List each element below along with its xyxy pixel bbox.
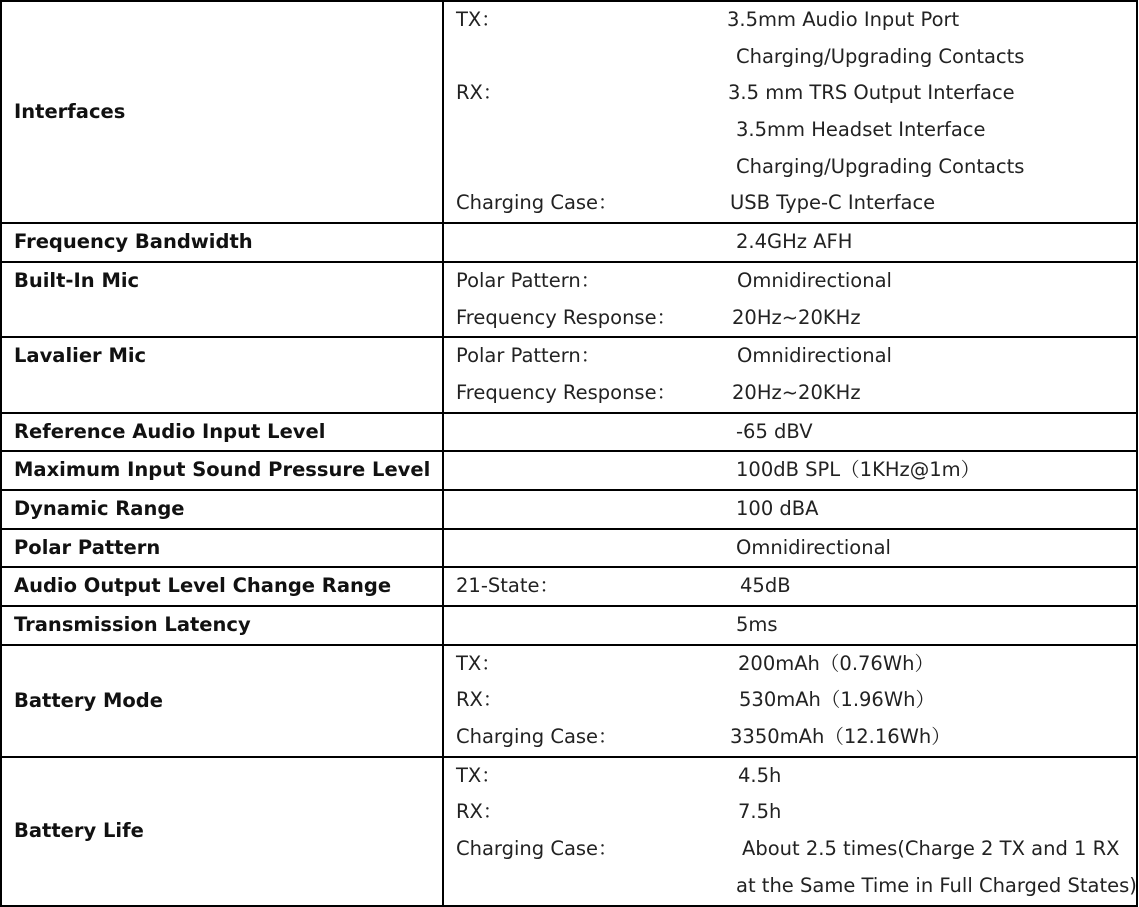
detail-value: 200mAh（0.76Wh）: [738, 651, 934, 675]
detail-value: at the Same Time in Full Charged States): [736, 873, 1137, 897]
label-text: Battery Life: [14, 819, 144, 843]
row-detail: [443, 1, 1137, 223]
label-text: Maximum Input Sound Pressure Level: [14, 458, 431, 482]
detail-line: [444, 149, 1136, 186]
detail-value: 3350mAh（12.16Wh）: [730, 725, 951, 749]
label-text: Frequency Bandwidth: [14, 230, 253, 254]
detail-value: 3.5mm Headset Interface: [736, 118, 986, 142]
label-text: Transmission Latency: [14, 613, 251, 636]
detail-value: Omnidirectional: [737, 268, 892, 292]
detail-line: [444, 758, 1136, 795]
detail-line: [444, 568, 1136, 605]
label-text: Battery Mode: [14, 688, 163, 712]
detail-line: [444, 414, 1136, 451]
detail-value: 20Hz~20KHz: [732, 305, 861, 329]
detail-key: 21-State：: [456, 574, 559, 598]
table-row-audio-output-level-change-range: [1, 567, 1137, 606]
detail-key: TX：: [456, 651, 501, 675]
row-detail: [443, 337, 1137, 412]
row-label: [1, 413, 443, 452]
detail-value: 7.5h: [738, 800, 782, 824]
detail-value: 530mAh（1.96Wh）: [739, 688, 935, 712]
detail-value: 3.5 mm TRS Output Interface: [728, 81, 1015, 105]
detail-line: [444, 300, 1136, 337]
detail-value: Charging/Upgrading Contacts: [736, 44, 1025, 68]
detail-line: [444, 39, 1136, 76]
detail-value: USB Type-C Interface: [730, 191, 936, 215]
table-row-reference-audio-input-level: [1, 413, 1137, 452]
detail-value: 2.4GHz AFH: [736, 230, 853, 254]
table-row-battery-mode: [1, 645, 1137, 757]
detail-line: [444, 682, 1136, 719]
detail-line: [444, 338, 1136, 375]
row-label: [1, 262, 443, 337]
table-row-dynamic-range: [1, 490, 1137, 529]
row-detail: [443, 451, 1137, 490]
label-text: Lavalier Mic: [14, 344, 147, 368]
detail-line: [444, 530, 1136, 567]
detail-line: [444, 719, 1136, 756]
detail-key: Charging Case：: [456, 837, 618, 861]
row-label: [1, 223, 443, 262]
row-detail: [443, 567, 1137, 606]
table-row-max-input-spl: [1, 451, 1137, 490]
row-label: [1, 529, 443, 568]
label-text: Dynamic Range: [14, 496, 185, 520]
detail-line: [444, 794, 1136, 831]
detail-key: RX：: [456, 81, 503, 105]
detail-key: Charging Case：: [456, 725, 618, 749]
detail-line: [444, 452, 1136, 489]
detail-line: [444, 2, 1136, 39]
row-detail: [443, 413, 1137, 452]
label-text: Built-In Mic: [14, 268, 140, 292]
table-row-frequency-bandwidth: [1, 223, 1137, 262]
detail-key: Polar Pattern：: [456, 268, 601, 292]
detail-line: [444, 646, 1136, 683]
table-row-interfaces: [1, 1, 1137, 223]
table-row-battery-life: [1, 757, 1137, 906]
row-detail: [443, 606, 1137, 645]
row-detail: [443, 529, 1137, 568]
row-label: [1, 567, 443, 606]
detail-key: Frequency Response：: [456, 380, 677, 404]
row-detail: [443, 490, 1137, 529]
row-label: [1, 757, 443, 906]
row-detail: [443, 262, 1137, 337]
label-text: Reference Audio Input Level: [14, 419, 326, 443]
detail-value: 5ms: [736, 613, 778, 636]
row-label: [1, 1, 443, 223]
label-text: Polar Pattern: [14, 535, 161, 559]
detail-value: -65 dBV: [736, 419, 813, 443]
label-text: Interfaces: [14, 100, 126, 124]
detail-key: RX：: [456, 688, 503, 712]
row-label: [1, 606, 443, 645]
row-label: [1, 337, 443, 412]
detail-line: [444, 263, 1136, 300]
detail-key: RX：: [456, 800, 503, 824]
detail-value: 3.5mm Audio Input Port: [727, 8, 960, 31]
row-detail: [443, 757, 1137, 906]
detail-value: Charging/Upgrading Contacts: [736, 154, 1025, 178]
detail-line: [444, 185, 1136, 222]
row-label: [1, 451, 443, 490]
detail-line: [444, 75, 1136, 112]
table-row-built-in-mic: [1, 262, 1137, 337]
detail-line: [444, 112, 1136, 149]
detail-line: [444, 868, 1136, 905]
detail-value: 20Hz~20KHz: [732, 380, 861, 404]
row-label: [1, 645, 443, 757]
table-row-transmission-latency: [1, 606, 1137, 645]
detail-line: [444, 491, 1136, 528]
detail-line: [444, 375, 1136, 412]
table-row-lavalier-mic: [1, 337, 1137, 412]
detail-value: 100dB SPL（1KHz@1m）: [736, 458, 981, 482]
detail-value: 45dB: [740, 574, 791, 598]
detail-key: Charging Case：: [456, 191, 618, 215]
detail-line: [444, 831, 1136, 868]
row-detail: [443, 223, 1137, 262]
detail-value: About 2.5 times(Charge 2 TX and 1 RX: [742, 837, 1120, 861]
detail-line: [444, 224, 1136, 261]
detail-key: Polar Pattern：: [456, 344, 601, 368]
row-detail: [443, 645, 1137, 757]
detail-value: Omnidirectional: [736, 535, 891, 559]
row-label: [1, 490, 443, 529]
detail-value: Omnidirectional: [737, 344, 892, 368]
detail-key: TX：: [456, 763, 501, 787]
detail-value: 4.5h: [738, 763, 782, 787]
detail-line: [444, 607, 1136, 644]
label-text: Audio Output Level Change Range: [14, 574, 392, 598]
table-row-polar-pattern: [1, 529, 1137, 568]
detail-key: Frequency Response：: [456, 305, 677, 329]
detail-value: 100 dBA: [736, 496, 819, 520]
detail-key: TX：: [456, 8, 501, 31]
